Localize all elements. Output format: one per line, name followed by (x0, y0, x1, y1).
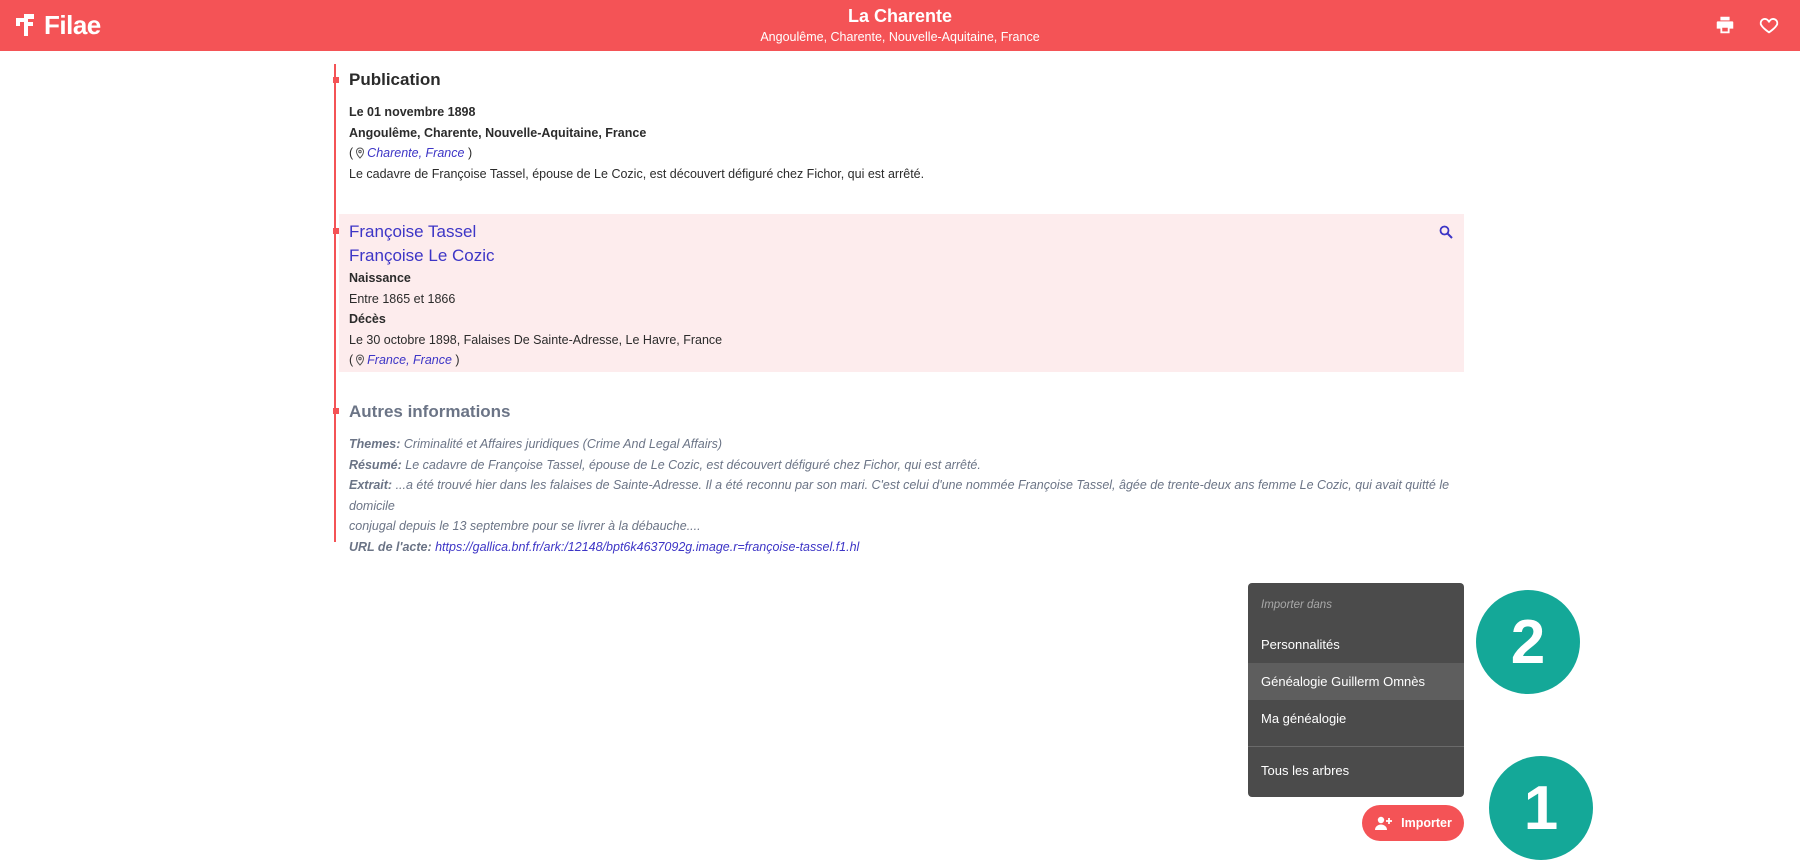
menu-item-tous-les-arbres[interactable]: Tous les arbres (1261, 763, 1350, 778)
header-actions (1714, 14, 1780, 36)
publication-section (349, 69, 1464, 184)
person-married-name-link[interactable]: Françoise Le Cozic (349, 246, 495, 265)
extrait-continuation: conjugal depuis le 13 septembre pour se livrer à la débauche.... (349, 519, 701, 533)
logo-text: Filae (44, 10, 101, 40)
location-link[interactable]: Charente, France (367, 146, 465, 160)
extrait-value: ...a été trouvé hier dans les falaises de Sainte-Adresse. Il a été reconnu par son mari. C'est celui d'une nommée Françoise Tassel, âgée de trente-deux ans femme Le Cozic, qui avait quitté le domicile (349, 478, 1450, 513)
top-bar (0, 0, 1800, 51)
extrait-row (349, 475, 1464, 516)
url-label: URL de l'acte: (349, 539, 432, 554)
resume-value: Le cadavre de Françoise Tassel, épouse de Le Cozic, est découvert défiguré chez Fichor, qui est arrêté. (405, 457, 981, 472)
publication-date: Le 01 novembre 1898 (349, 105, 476, 119)
timeline-line (334, 64, 336, 542)
location-link[interactable]: France, France (367, 353, 452, 367)
import-menu-header: Importer dans (1261, 599, 1332, 611)
publication-place: Angoulême, Charente, Nouvelle-Aquitaine, France (349, 125, 647, 140)
death-label: Décès (349, 312, 386, 326)
themes-row (349, 434, 1464, 455)
menu-item-personnalites[interactable]: Personnalités (1261, 637, 1340, 652)
page-subtitle: Angoulême, Charente, Nouvelle-Aquitaine, France (760, 30, 1040, 44)
publication-description: Le cadavre de Françoise Tassel, épouse de Le Cozic, est découvert défiguré chez Fichor, qui est arrêté. (349, 166, 925, 181)
location-pin-icon (354, 147, 366, 159)
menu-item-ma-genealogie[interactable]: Ma généalogie (1261, 711, 1347, 726)
import-button[interactable] (1362, 805, 1464, 841)
death-value: Le 30 octobre 1898, Falaises De Sainte-Adresse, Le Havre, France (349, 332, 723, 347)
step-badge: 1 (1489, 756, 1593, 860)
page-title: La Charente (847, 6, 953, 26)
import-menu (1248, 583, 1464, 797)
themes-label: Themes: (349, 437, 401, 451)
add-person-icon (1374, 815, 1394, 831)
birth-label: Naissance (349, 271, 411, 285)
timeline-marker (333, 408, 339, 414)
printer-icon[interactable] (1714, 14, 1736, 36)
menu-divider (1248, 746, 1464, 747)
timeline-marker (333, 77, 339, 83)
birth-value: Entre 1865 et 1866 (349, 291, 456, 306)
resume-row (349, 455, 1464, 476)
import-button-label: Importer (1401, 816, 1452, 830)
death-location: ( France, France ) (349, 353, 460, 367)
person-name-link[interactable]: Françoise Tassel (349, 222, 477, 241)
other-info-section (349, 401, 1464, 557)
url-link[interactable]: https://gallica.bnf.fr/ark:/12148/bpt6k4637092g.image.r=françoise-tassel.f1.hl (435, 539, 860, 554)
themes-value: Criminalité et Affaires juridiques (Crime And Legal Affairs) (403, 437, 723, 451)
person-card (339, 214, 1464, 372)
url-row (349, 537, 1464, 558)
step-badge: 2 (1476, 590, 1580, 694)
search-icon[interactable] (1438, 224, 1454, 240)
person-details (349, 220, 722, 371)
other-info-title: Autres informations (349, 402, 511, 421)
resume-label: Résumé: (349, 457, 402, 472)
location-pin-icon (354, 354, 366, 366)
heart-icon[interactable] (1758, 14, 1780, 36)
menu-item-genealogie-guillerm-omnes[interactable]: Généalogie Guillerm Omnès (1248, 663, 1464, 700)
header-title-block (0, 5, 1800, 45)
extrait-label: Extrait: (349, 478, 393, 492)
publication-location: ( Charente, France ) (349, 146, 473, 160)
publication-title: Publication (349, 70, 441, 89)
